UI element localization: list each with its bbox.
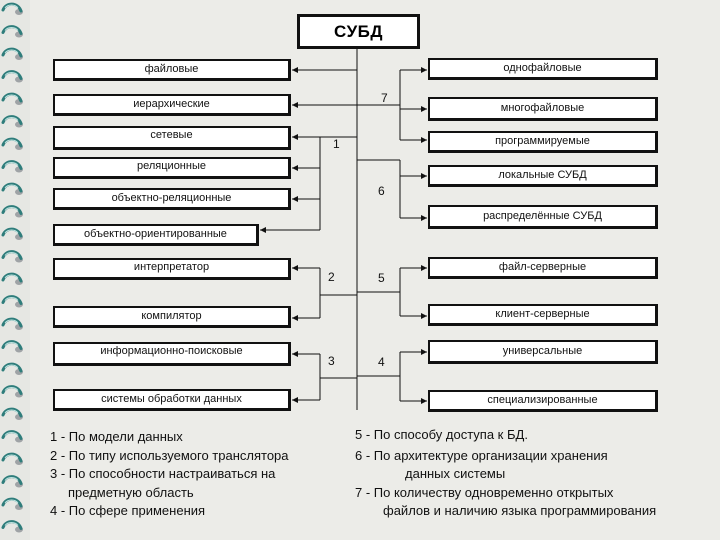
arrow-head	[421, 398, 427, 404]
box-lokalnye-subd: локальные СУБД	[428, 165, 658, 187]
box-programmiruemye: программируемые	[428, 131, 658, 153]
arrow-head	[421, 173, 427, 179]
arrow-head	[292, 102, 298, 108]
box-interpretator: интерпретатор	[53, 258, 291, 280]
box-klient-servernye: клиент-серверные	[428, 304, 658, 326]
arrow-head	[292, 67, 298, 73]
branch-number-5: 5	[378, 271, 385, 285]
legend-item-6-cont: данных системы	[405, 466, 506, 481]
box-obektno-relyatsionnye: объектно-реляционные	[53, 188, 291, 210]
box-relyatsionnye: реляционные	[53, 157, 291, 179]
branch-number-7: 7	[381, 91, 388, 105]
branch-number-3: 3	[328, 354, 335, 368]
box-faylovye: файловые	[53, 59, 291, 81]
legend-item-2: 2 - По типу используемого транслятора	[50, 447, 289, 463]
arrow-head	[260, 227, 266, 233]
arrow-head	[292, 265, 298, 271]
box-spetsializirovannye: специализированные	[428, 390, 658, 412]
box-obektno-orientirovannye: объектно-ориентированные	[53, 224, 259, 246]
legend-item-6: 6 - По архитектуре организации хранения	[355, 447, 608, 463]
legend-item-3-cont: предметную область	[68, 484, 194, 500]
branch-number-2: 2	[328, 270, 335, 284]
arrow-head	[292, 134, 298, 140]
arrow-head	[421, 67, 427, 73]
arrow-head	[421, 349, 427, 355]
box-ierarkhicheskie: иерархические	[53, 94, 291, 116]
arrow-head	[292, 315, 298, 321]
arrow-head	[292, 196, 298, 202]
legend-item-7: 7 - По количеству одновременно открытых	[355, 484, 614, 500]
branch-number-4: 4	[378, 355, 385, 369]
box-mnogofaylovye: многофайловые	[428, 97, 658, 121]
legend-item-7-cont: файлов и наличию языка программирования	[383, 503, 657, 518]
box-informatsionno-poiskovye: информационно-поисковые	[53, 342, 291, 366]
box-fayl-servernye: файл-серверные	[428, 257, 658, 279]
box-setevye: сетевые	[53, 126, 291, 150]
box-raspredelennye-subd: распределённые СУБД	[428, 205, 658, 229]
legend-item-5: 5 - По способу доступа к БД.	[355, 427, 528, 442]
legend-item-3: 3 - По способности настраиваться на	[50, 466, 276, 481]
arrow-head	[421, 313, 427, 319]
box-universalnye: универсальные	[428, 340, 658, 364]
arrow-head	[421, 215, 427, 221]
box-odnofaylovye: однофайловые	[428, 58, 658, 80]
legend-left	[50, 428, 289, 521]
box-sistemy-obrabotki-dannykh: системы обработки данных	[53, 389, 291, 411]
legend-item-1: 1 - По модели данных	[50, 429, 183, 444]
arrow-head	[421, 106, 427, 112]
arrow-head	[292, 351, 298, 357]
arrow-head	[292, 397, 298, 403]
arrow-head	[421, 137, 427, 143]
box-kompilyator: компилятор	[53, 306, 291, 328]
arrow-head	[292, 165, 298, 171]
branch-number-6: 6	[378, 184, 385, 198]
branch-number-1: 1	[333, 137, 340, 151]
arrow-head	[421, 265, 427, 271]
legend-item-4: 4 - По сфере применения	[50, 503, 206, 518]
legend-right	[355, 426, 656, 521]
diagram-title: СУБД	[297, 14, 420, 49]
